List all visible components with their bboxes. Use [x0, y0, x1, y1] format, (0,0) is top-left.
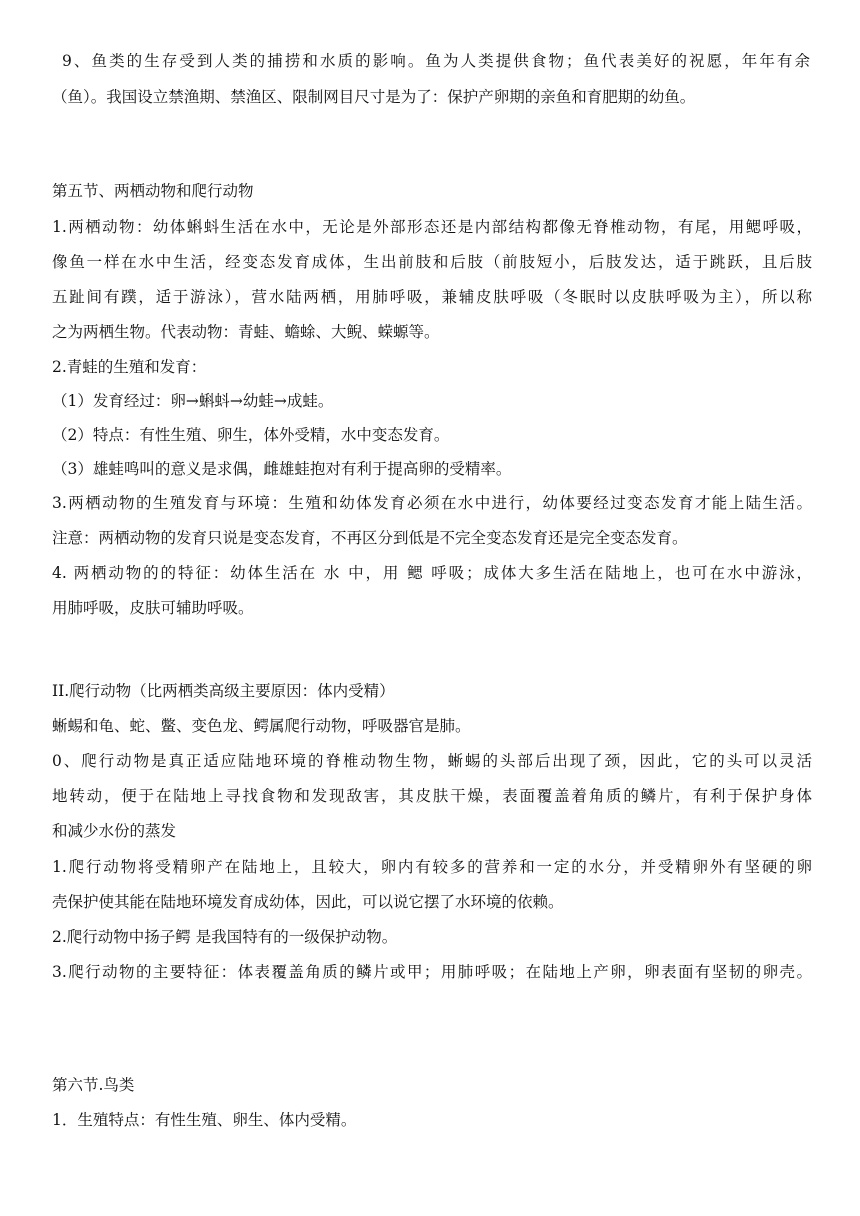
- reptiles-para2: 2.爬行动物中扬子鳄 是我国特有的一级保护动物。: [52, 928, 398, 946]
- frog-item1: （1）发育经过：卵→蝌蚪→幼蛙→成蛙。: [52, 392, 334, 410]
- reptiles-para0-line1: 0、爬行动物是真正适应陆地环境的脊椎动物生物，蜥蜴的头部后出现了颈，因此，它的头可以灵活: [52, 752, 812, 770]
- reptiles-para1-line2: 壳保护使其能在陆地环境发育成幼体，因此，可以说它摆了水环境的依赖。: [52, 893, 564, 911]
- reptiles-para3: 3.爬行动物的主要特征：体表覆盖角质的鳞片或甲；用肺呼吸；在陆地上产卵，卵表面有坚韧的卵壳。: [52, 963, 812, 981]
- amphibian-para1-line4: 之为两栖生物。代表动物：青蛙、蟾蜍、大鲵、蝾螈等。: [52, 323, 440, 341]
- frog-item2: （2）特点：有性生殖、卵生，体外受精，水中变态发育。: [52, 426, 450, 444]
- reptiles-heading: II.爬行动物（比两栖类高级主要原因：体内受精）: [52, 682, 395, 700]
- amphibian-para1-line2: 像鱼一样在水中生活，经变态发育成体，生出前肢和后肢（前肢短小，后肢发达，适于跳跃，且后肢: [52, 253, 812, 271]
- amphibian-features-line2: 用肺呼吸，皮肤可辅助呼吸。: [52, 599, 254, 617]
- frog-item3: （3）雄蛙鸣叫的意义是求偶，雌雄蛙抱对有利于提高卵的受精率。: [52, 460, 512, 478]
- reptiles-intro: 蜥蜴和龟、蛇、鳖、变色龙、鳄属爬行动物，呼吸器官是肺。: [52, 717, 471, 735]
- reptiles-para0-line3: 和减少水份的蒸发: [52, 822, 177, 840]
- section6-heading: 第六节.鸟类: [52, 1076, 135, 1094]
- amphibian-para1-line1: 1.两栖动物：幼体蝌蚪生活在水中，无论是外部形态还是内部结构都像无脊椎动物，有尾，用鳃呼吸，: [52, 218, 812, 236]
- amphibian-note: 注意：两栖动物的发育只说是变态发育，不再区分到低是不完全变态发育还是完全变态发育。: [52, 529, 688, 547]
- amphibian-features-line1: 4. 两栖动物的的特征：幼体生活在 水 中，用 鳃 呼吸；成体大多生活在陆地上，也可在水中游泳，: [52, 564, 812, 582]
- reptiles-para0-line2: 地转动，便于在陆地上寻找食物和发现敌害，其皮肤干燥，表面覆盖着角质的鳞片，有利于保护身体: [52, 787, 812, 805]
- item9-line2: （鱼）。我国设立禁渔期、禁渔区、限制网目尺寸是为了：保护产卵期的亲鱼和育肥期的幼鱼。: [52, 88, 696, 106]
- amphibian-para1-line3: 五趾间有蹼，适于游泳），营水陆两栖，用肺呼吸，兼辅皮肤呼吸（冬眠时以皮肤呼吸为主），所以称: [52, 288, 812, 306]
- section5-heading: 第五节、两栖动物和爬行动物: [52, 182, 254, 200]
- reptiles-para1-line1: 1.爬行动物将受精卵产在陆地上，且较大，卵内有较多的营养和一定的水分，并受精卵外有坚硬的卵: [52, 858, 812, 876]
- amphibian-environment: 3.两栖动物的生殖发育与环境：生殖和幼体发育必须在水中进行，幼体要经过变态发育才能上陆生活。: [52, 494, 812, 512]
- frog-reproduction-heading: 2.青蛙的生殖和发育：: [52, 358, 207, 376]
- birds-para1: 1．生殖特点：有性生殖、卵生、体内受精。: [52, 1111, 357, 1129]
- item9-line1: 9、鱼类的生存受到人类的捕捞和水质的影响。鱼为人类提供食物；鱼代表美好的祝愿，年年有余: [62, 52, 810, 70]
